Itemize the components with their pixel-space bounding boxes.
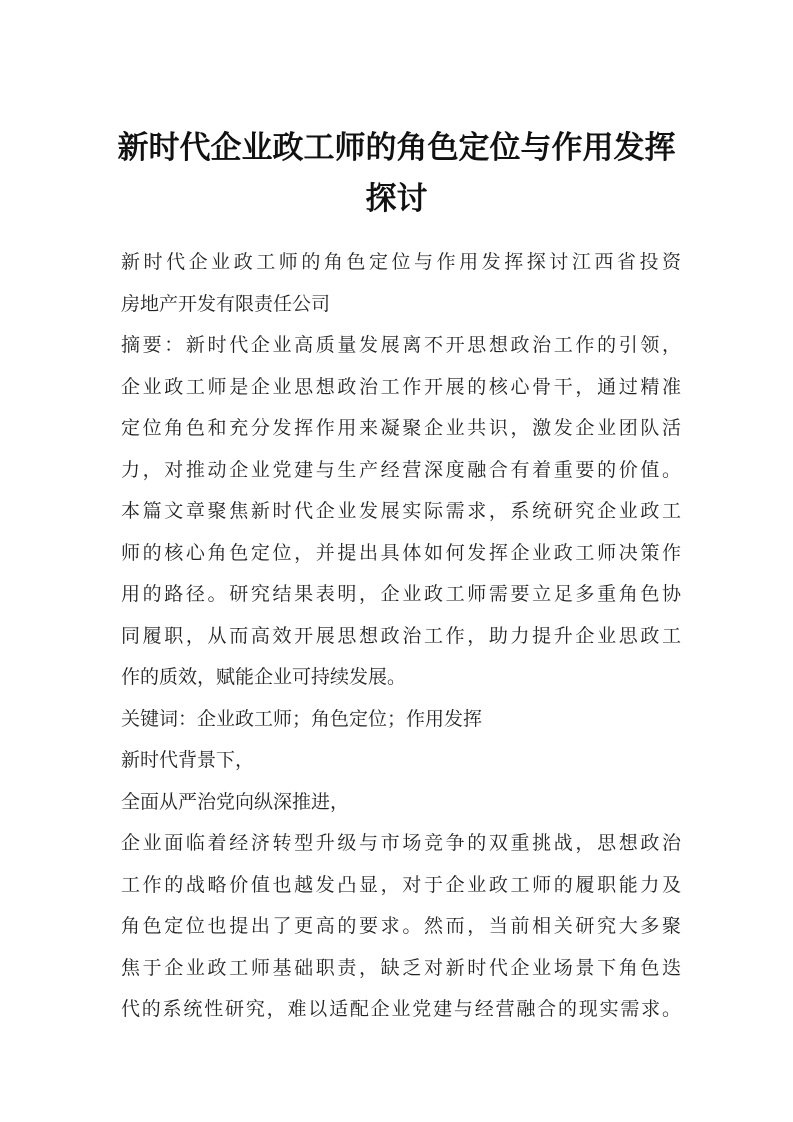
body-line: 新时代企业政工师的角色定位与作用发挥探讨江西省投资 [121,251,681,273]
body-line: 定位角色和充分发挥作用来凝聚企业共识，激发企业团队活 [121,417,681,439]
body-line: 房地产开发有限责任公司 [121,292,331,315]
document-body [121,242,681,1031]
body-line: 角色定位也提出了更高的要求。然而，当前相关研究大多聚 [121,915,681,937]
document-title-line-1: 新时代企业政工师的角色定位与作用发挥 [117,130,676,166]
body-line: 用的路径。研究结果表明，企业政工师需要立足多重角色协 [121,583,681,605]
body-line: 摘要：新时代企业高质量发展离不开思想政治工作的引领， [121,334,681,356]
body-line: 企业面临着经济转型升级与市场竞争的双重挑战，思想政治 [121,832,681,854]
body-line: 企业政工师是企业思想政治工作开展的核心骨干，通过精准 [121,375,681,398]
body-line: 本篇文章聚焦新时代企业发展实际需求，系统研究企业政工 [121,500,681,522]
document-title-line-2: 探讨 [365,181,428,217]
body-line: 师的核心角色定位，并提出具体如何发挥企业政工师决策作 [121,541,681,564]
body-line: 新时代背景下， [121,749,255,771]
body-line: 力，对推动企业党建与生产经营深度融合有着重要的价值。 [121,458,681,481]
body-line: 全面从严治党向纵深推进， [121,790,350,813]
body-line: 工作的战略价值也越发凸显，对于企业政工师的履职能力及 [121,873,681,896]
body-line: 焦于企业政工师基础职责，缺乏对新时代企业场景下角色迭 [121,956,681,979]
body-line: 作的质效，赋能企业可持续发展。 [121,666,407,688]
body-line: 关键词：企业政工师；角色定位；作用发挥 [121,707,483,730]
body-line: 代的系统性研究，难以适配企业党建与经营融合的现实需求。 [121,998,681,1020]
body-line: 同履职，从而高效开展思想政治工作，助力提升企业思政工 [121,624,681,647]
